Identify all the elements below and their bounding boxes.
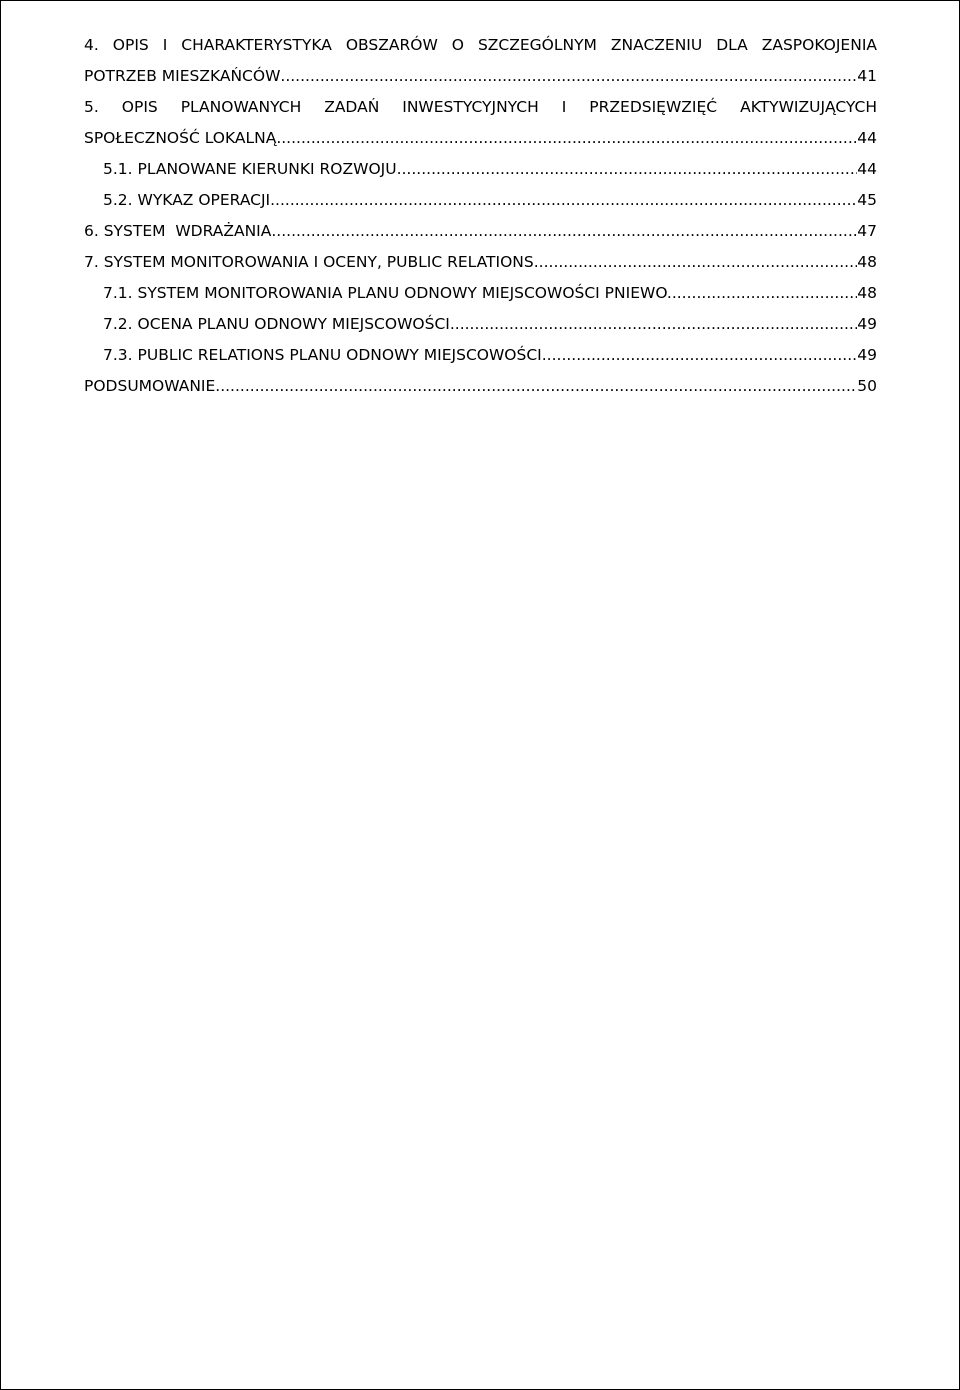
toc-entry-7[interactable] bbox=[84, 247, 877, 278]
toc-entry-title: 7. SYSTEM MONITOROWANIA I OCENY, PUBLIC RELATIONS bbox=[84, 253, 534, 271]
toc-page-number: 50 bbox=[857, 377, 877, 395]
toc-page-number: 44 bbox=[857, 160, 877, 178]
toc-page-number: 49 bbox=[857, 315, 877, 333]
toc-entry-5[interactable] bbox=[84, 123, 877, 154]
toc-entry-title: 7.3. PUBLIC RELATIONS PLANU ODNOWY MIEJSCOWOŚCI bbox=[103, 346, 542, 364]
toc-dot-leader bbox=[270, 185, 857, 216]
toc-entry-title: 7.2. OCENA PLANU ODNOWY MIEJSCOWOŚCI bbox=[103, 315, 450, 333]
toc-entry-title: 7.1. SYSTEM MONITOROWANIA PLANU ODNOWY MIEJSCOWOŚCI PNIEWO. bbox=[103, 284, 672, 302]
toc-entry-title: POTRZEB MIESZKAŃCÓW bbox=[84, 67, 281, 85]
toc-entry-summary[interactable] bbox=[84, 371, 877, 402]
toc-dot-leader bbox=[542, 340, 858, 371]
toc-page-number: 48 bbox=[857, 284, 877, 302]
toc-dot-leader bbox=[215, 371, 857, 402]
toc-dot-leader bbox=[672, 278, 857, 309]
toc-page-number: 47 bbox=[857, 222, 877, 240]
toc-entry-5-first-line: 5. OPIS PLANOWANYCH ZADAŃ INWESTYCYJNYCH I PRZEDSIĘWZIĘĆ AKTYWIZUJĄCYCH bbox=[84, 98, 877, 116]
toc-entry-title: 5.1. PLANOWANE KIERUNKI ROZWOJU bbox=[103, 160, 397, 178]
toc-dot-leader bbox=[450, 309, 857, 340]
toc-page-number: 49 bbox=[857, 346, 877, 364]
toc-entry-4-line-1[interactable] bbox=[84, 30, 877, 61]
toc-entry-title: 5.2. WYKAZ OPERACJI bbox=[103, 191, 271, 209]
toc-dot-leader bbox=[276, 123, 857, 154]
toc-page-number: 48 bbox=[857, 253, 877, 271]
toc-entry-4-first-line: 4. OPIS I CHARAKTERYSTYKA OBSZARÓW O SZCZEGÓLNYM ZNACZENIU DLA ZASPOKOJENIA bbox=[84, 36, 877, 54]
toc-dot-leader bbox=[534, 247, 858, 278]
toc-entry-title: 6. SYSTEM WDRAŻANIA bbox=[84, 222, 272, 240]
toc-entry-6[interactable] bbox=[84, 216, 877, 247]
toc-entry-5-line-1[interactable] bbox=[84, 92, 877, 123]
toc-entry-5-2[interactable] bbox=[84, 185, 877, 216]
table-of-contents bbox=[84, 30, 877, 402]
toc-entry-7-2[interactable] bbox=[84, 309, 877, 340]
toc-entry-title: PODSUMOWANIE bbox=[84, 377, 216, 395]
toc-entry-7-3[interactable] bbox=[84, 340, 877, 371]
toc-page-number: 45 bbox=[857, 191, 877, 209]
toc-entry-4[interactable] bbox=[84, 61, 877, 92]
toc-dot-leader bbox=[271, 216, 857, 247]
toc-page-number: 41 bbox=[857, 67, 877, 85]
toc-entry-title: SPOŁECZNOŚĆ LOKALNĄ bbox=[84, 129, 277, 147]
toc-entry-7-1[interactable] bbox=[84, 278, 877, 309]
toc-dot-leader bbox=[280, 61, 857, 92]
toc-page-number: 44 bbox=[857, 129, 877, 147]
toc-entry-5-1[interactable] bbox=[84, 154, 877, 185]
toc-dot-leader bbox=[397, 154, 858, 185]
